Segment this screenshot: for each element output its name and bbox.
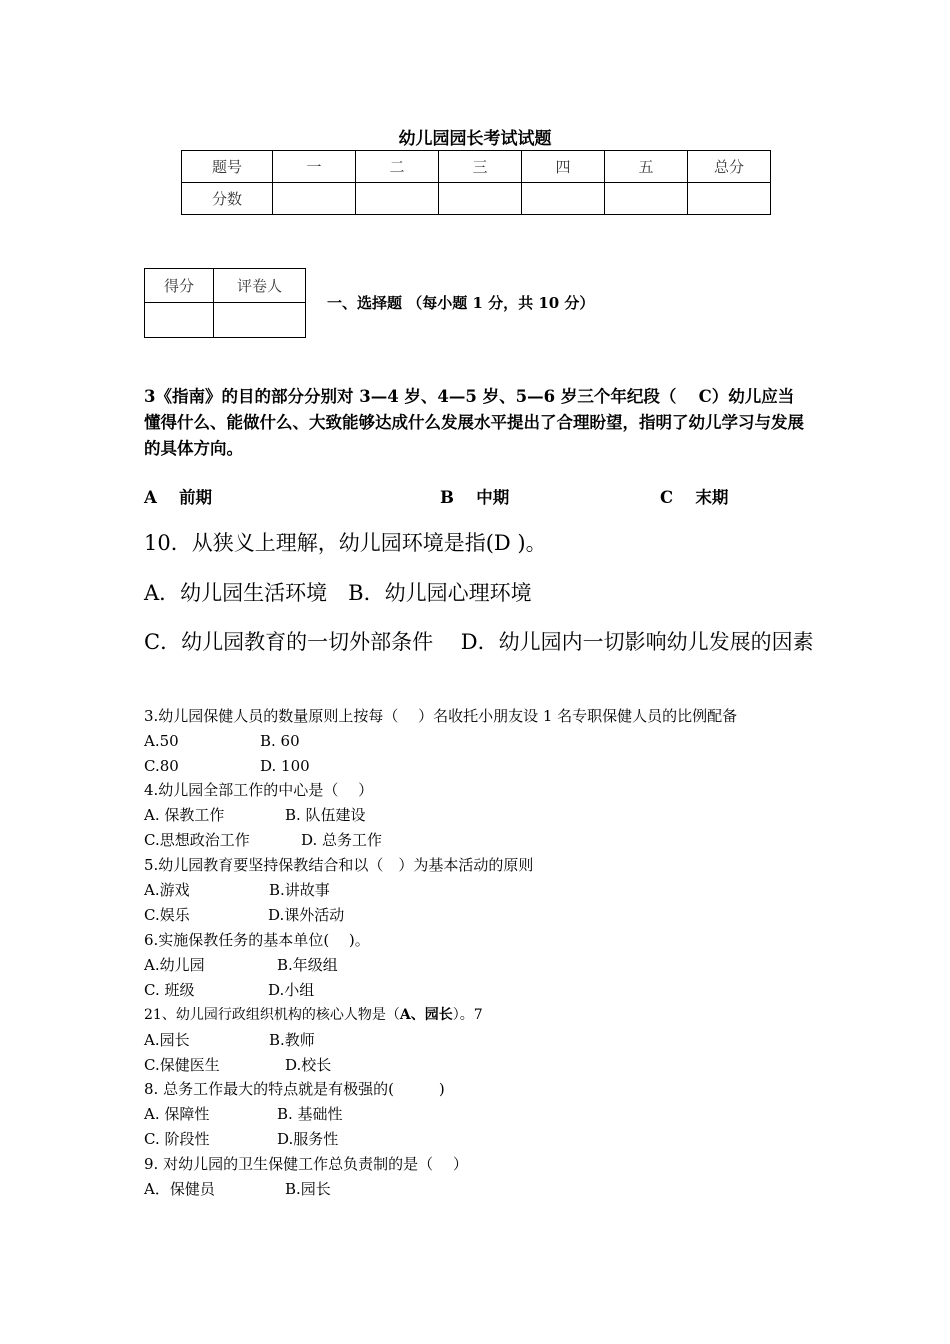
option-text: A.50 [144,732,179,750]
q10-options-line2: C．幼儿园教育的一切外部条件 D．幼儿园内一切影响幼儿发展的因素 [144,630,814,654]
score-header-cell: 二 [356,151,439,183]
option-line [144,756,310,776]
grader-name-cell [214,303,306,338]
question-stem: 9. 对幼儿园的卫生保健工作总负责制的是（ ） [144,1155,468,1173]
q10-options-line1: A．幼儿园生活环境 B．幼儿园心理环境 [144,581,532,605]
option-text: D. 100 [260,757,310,775]
score-table-header-row [182,151,771,183]
score-entry-cell [273,183,356,215]
option-text: C. 班级 [144,981,195,999]
question-stem: 8. 总务工作最大的特点就是有极强的( ) [144,1080,445,1098]
option-text: B.教师 [269,1031,315,1049]
option-text: D.小组 [268,981,315,999]
option-text: B.年级组 [277,956,338,974]
section-heading: 一、选择题 （每小题 1 分，共 10 分） [327,294,595,312]
option-line [144,830,383,850]
option-line [144,1129,339,1149]
question-stem [144,1005,483,1025]
score-header-cell: 四 [522,151,605,183]
score-entry-cell [439,183,522,215]
score-header-cell: 五 [605,151,688,183]
option-text: A.幼儿园 [144,956,205,974]
question-paragraph: 3《指南》的目的部分分别对 3—4 岁、4—5 岁、5—6 岁三个年纪段（ C）幼儿应当懂得什么、能做什么、大致能够达成什么发展水平提出了合理盼望，指明了幼儿学习与发展的具体方向。 [144,387,804,458]
option-text: D.服务性 [277,1130,339,1148]
option-line [144,980,315,1000]
question-stem: 4.幼儿园全部工作的中心是（ ） [144,781,374,799]
grader-header-row [145,269,306,303]
option-text: A. 保障性 [144,1105,210,1123]
score-header-cell: 总分 [688,151,771,183]
score-entry-cell [688,183,771,215]
score-header-cell: 题号 [182,151,273,183]
option-text: A．保健员 [144,1180,215,1198]
option-text: B. 队伍建设 [285,806,366,824]
grader-score-cell [145,303,214,338]
option-line [144,805,366,825]
score-header-cell: 一 [273,151,356,183]
score-header-cell: 三 [439,151,522,183]
option-line [144,1030,315,1050]
option-text: A.园长 [144,1031,190,1049]
option-text: B. 基础性 [277,1105,343,1123]
question-option-c: C 末期 [660,488,729,507]
option-line [144,955,338,975]
option-line [144,731,300,751]
grader-score-label: 得分 [145,269,214,303]
question-option-a: A 前期 [144,488,213,507]
option-line [144,1179,331,1199]
option-text: C.保健医生 [144,1056,220,1074]
option-line [144,1055,332,1075]
question-option-b: B 中期 [440,488,510,507]
grader-entry-row [145,303,306,338]
option-text: C.思想政治工作 [144,831,250,849]
question-stem-tail: ）。7 [452,1007,483,1023]
option-line [144,905,345,925]
option-text: A. 保教工作 [144,806,225,824]
question-stem-text: 21、幼儿园行政组织机构的核心人物是（ [144,1007,400,1023]
q10-stem: 10．从狭义上理解，幼儿园环境是指(D )。 [144,531,547,555]
option-text: C.80 [144,757,179,775]
score-row-label: 分数 [182,183,273,215]
option-text: D.课外活动 [268,906,345,924]
option-text: A.游戏 [144,881,190,899]
option-text: B. 60 [260,732,300,750]
option-line [144,1104,343,1124]
question-stem: 3.幼儿园保健人员的数量原则上按每（ ）名收托小朋友设 1 名专职保健人员的比例配备 [144,707,738,725]
answer-highlight: A、园长 [399,1007,453,1023]
score-table [181,150,771,215]
option-line [144,880,330,900]
option-text: C.娱乐 [144,906,190,924]
grader-table [144,268,306,338]
option-text: C. 阶段性 [144,1130,210,1148]
option-text: B.讲故事 [269,881,330,899]
option-text: D. 总务工作 [301,831,383,849]
option-text: B.园长 [285,1180,331,1198]
score-entry-cell [522,183,605,215]
score-table-score-row [182,183,771,215]
grader-name-label: 评卷人 [214,269,306,303]
score-entry-cell [356,183,439,215]
score-entry-cell [605,183,688,215]
page-title: 幼儿园园长考试试题 [398,129,552,149]
option-text: D.校长 [285,1056,332,1074]
question-stem: 5.幼儿园教育要坚持保教结合和以（ ）为基本活动的原则 [144,856,534,874]
question-stem: 6.实施保教任务的基本单位( )。 [144,931,370,949]
